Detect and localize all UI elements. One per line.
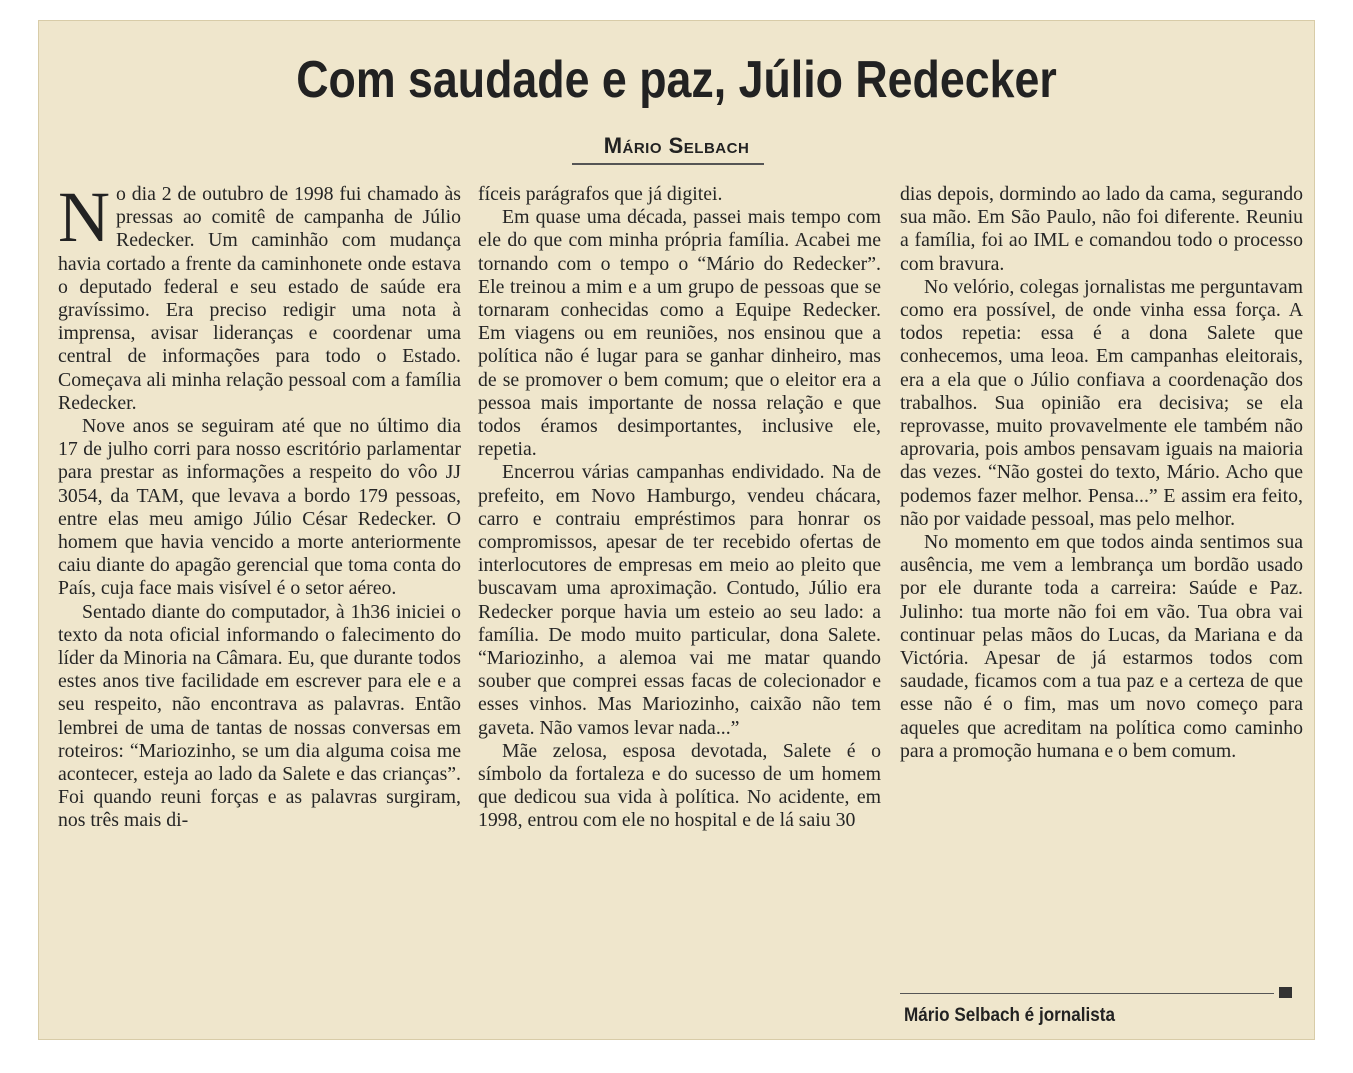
paragraph: Sentado diante do computador, à 1h36 iniciei o texto da nota oficial informando o falecimento do líder da Minoria na Câmara. Eu, que durante todos estes anos tive facilidade em escrever para ele e a seu respeito, não encontrava as palavras. Então lembrei de uma de tantas de nossas conversas em roteiros: “Mariozinho, se um dia alguma coisa me acontecer, esteja ao lado da Salete e das crianças”. Foi quando reuni forças e as palavras surgiram, nos três mais di- xyxy=(58,600,461,832)
byline: Mário Selbach xyxy=(603,133,750,158)
end-rule xyxy=(900,993,1274,994)
newspaper-clipping xyxy=(38,20,1315,1040)
paragraph: fíceis parágrafos que já digitei. xyxy=(478,183,723,205)
paragraph: No momento em que todos ainda sentimos sua ausência, me vem a lembrança um bordão usado por ele durante toda a carreira: Saúde e Paz. Julinho: tua morte não foi em vão. Tua obra vai continuar pelas mãos do Lucas, da Mariana e da Victória. Apesar de já estarmos todos com saudade, ficamos com a tua paz e a certeza de que esse não é o fim, mas um novo começo para aqueles que acreditam na política como caminho para a promoção humana e o bem comum. xyxy=(900,531,1303,762)
author-credit: Mário Selbach é jornalista xyxy=(904,1005,1115,1026)
end-mark-icon xyxy=(1279,987,1292,998)
paragraph: Mãe zelosa, esposa devotada, Salete é o símbolo da fortaleza e do sucesso de um homem que dedicou sua vida à política. No acidente, em 1998, entrou com ele no hospital e de lá saiu 30 xyxy=(478,739,881,832)
paragraph: dias depois, dormindo ao lado da cama, segurando sua mão. Em São Paulo, não foi diferente. Reuniu a família, foi ao IML e comandou todo o processo com bravura. xyxy=(900,183,1303,275)
column-2 xyxy=(478,183,881,833)
column-1 xyxy=(58,177,461,833)
paragraph: Nove anos se seguiram até que no último dia 17 de julho corri para nosso escritório parlamentar para prestar as informações a respeito do vôo JJ 3054, da TAM, que levava a bordo 179 pessoas, entre elas meu amigo Júlio César Redecker. O homem que havia vencido a morte anteriormente caiu diante do apagão gerencial que toma conta do País, cuja face mais visível é o setor aéreo. xyxy=(58,415,461,600)
drop-cap: N xyxy=(58,177,110,257)
paragraph: Em quase uma década, passei mais tempo com ele do que com minha própria família. Acabei me tornando com o tempo o “Mário do Redecker”. Ele treinou a mim e a um grupo de pessoas que se tornaram conhecidas como a Equipe Redecker. Em viagens ou em reuniões, nos ensinou que a política não é lugar para se ganhar dinheiro, mas de se promover o bem comum; que o eleitor era a pessoa mais importante de nossa relação e que todos éramos desimportantes, inclusive ele, repetia. xyxy=(478,206,881,461)
byline-rule xyxy=(572,163,764,165)
paragraph: No velório, colegas jornalistas me perguntavam como era possível, de onde vinha essa força. A todos repetia: essa é a dona Salete que conhecemos, uma leoa. Em campanhas eleitorais, era a ela que o Júlio confiava a coordenação dos trabalhos. Sua opinião era decisiva; se ela reprovasse, muito provavelmente ele também não aprovaria, pois ambos pensavam iguais na maioria das vezes. “Não gostei do texto, Mário. Acho que podemos fazer melhor. Pensa...” E assim era feito, não por vaidade pessoal, mas pelo melhor. xyxy=(900,275,1303,530)
headline: Com saudade e paz, Júlio Redecker xyxy=(296,51,1057,109)
column-3 xyxy=(900,183,1303,763)
paragraph xyxy=(58,177,461,415)
paragraph: Encerrou várias campanhas endividado. Na de prefeito, em Novo Hamburgo, vendeu chácara, carro e contraiu empréstimos para honrar os compromissos, apesar de ter recebido ofertas de interlocutores de empresas em meio ao pleito que buscavam uma aproximação. Contudo, Júlio era Redecker porque havia um esteio ao seu lado: a família. De modo muito particular, dona Salete. “Mariozinho, a alemoa vai me matar quando souber que comprei essas facas de colecionador e esses vinhos. Mas Mariozinho, caixão não tem gaveta. Não vamos levar nada...” xyxy=(478,461,881,739)
paragraph-text: o dia 2 de outubro de 1998 fui chamado às pressas ao comitê de campanha de Júlio Redecker. Um caminhão com mudança havia cortado a frente da caminhonete onde estava o deputado federal e seu estado de saúde era gravíssimo. Era preciso redigir uma nota à imprensa, avisar lideranças e coordenar uma central de informações para todo o Estado. Começava ali minha relação pessoal com a família Redecker. xyxy=(58,183,461,414)
